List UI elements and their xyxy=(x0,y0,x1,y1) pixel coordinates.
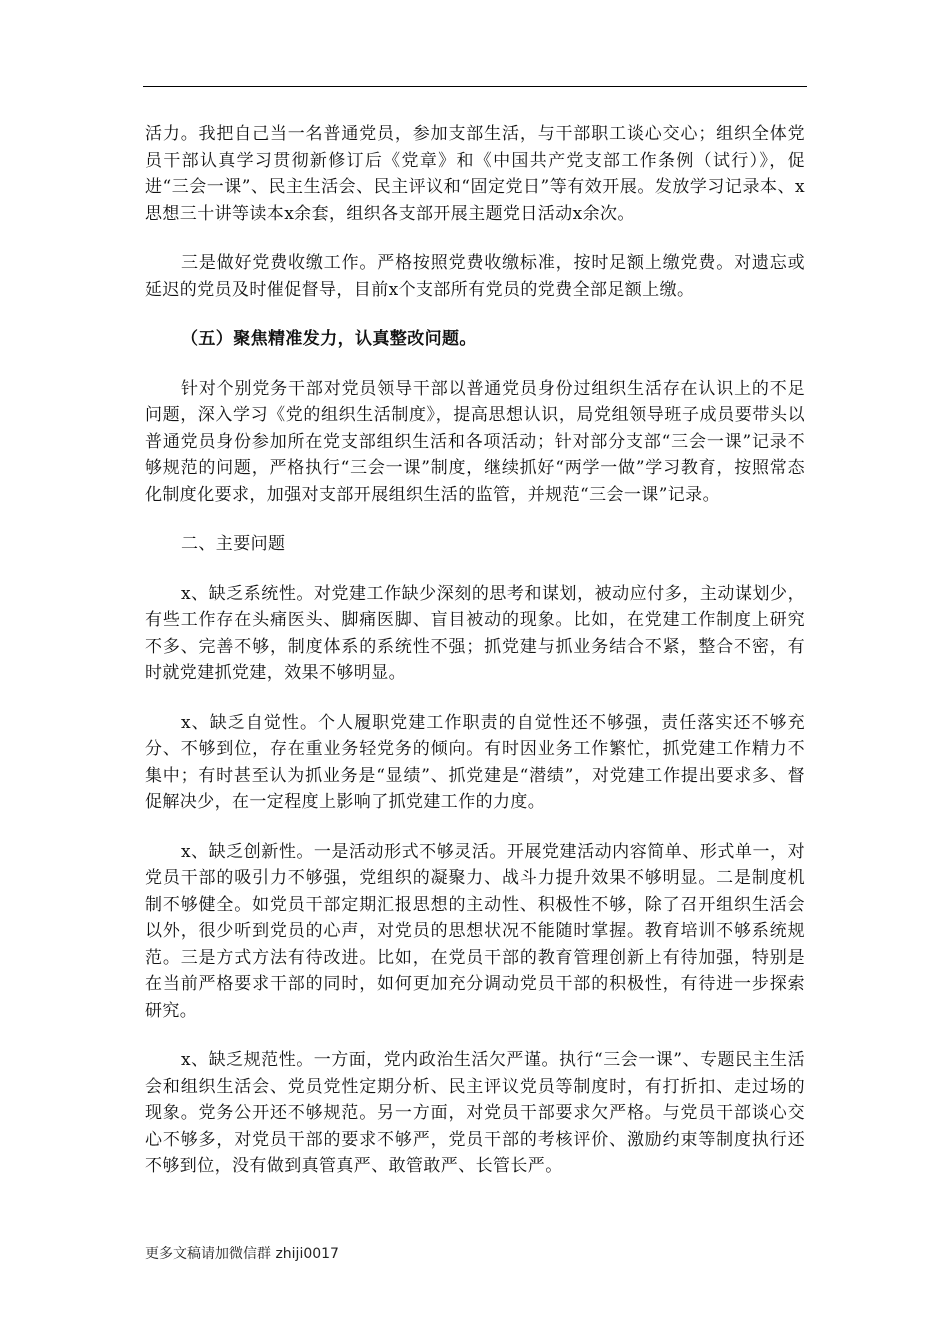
section-heading-main-problems: 二、主要问题 xyxy=(181,534,286,554)
paragraph-systematic: x、缺乏系统性。对党建工作缺少深刻的思考和谋划，被动应付多，主动谋划少，有些工作存在头痛医头、脚痛医脚、盲目被动的现象。比如，在党建工作制度上研究不多、完善不够，制度体系的系统性不强；抓党建与抓业务结合不紧，整合不密，有时就党建抓党建，效果不够明显。 xyxy=(145,583,805,683)
section-heading-five: （五）聚焦精准发力，认真整改问题。 xyxy=(181,329,477,349)
header-divider xyxy=(143,86,807,87)
paragraph-standardization: x、缺乏规范性。一方面，党内政治生活欠严谨。执行“三会一课”、专题民主生活会和组织生活会、党员党性定期分析、民主评议党员等制度时，有打折扣、走过场的现象。党务公开还不够规范。另一方面，对党员干部要求欠严格。与党员干部谈心交心不够多，对党员干部的要求不够严，党员干部的考核评价、激励约束等制度执行还不够到位，没有做到真管真严、敢管敢严、长管长严。 xyxy=(145,1050,805,1176)
footer-note: 更多文稿请加微信群 zhiji0017 xyxy=(145,1246,339,1262)
paragraph-rectification: 针对个别党务干部对党员领导干部以普通党员身份过组织生活存在认识上的不足问题，深入学习《党的组织生活制度》，提高思想认识，局党组领导班子成员要带头以普通党员身份参加所在党支部组织生活和各项活动；针对部分支部“三会一课”记录不够规范的问题，严格执行“三会一课”制度，继续抓好“两学一做”学习教育，按照常态化制度化要求，加强对支部开展组织生活的监管，并规范“三会一课”记录。 xyxy=(145,378,805,505)
paragraph-party-fees: 三是做好党费收缴工作。严格按照党费收缴标准，按时足额上缴党费。对遗忘或延迟的党员及时催促督导，目前x个支部所有党员的党费全部足额上缴。 xyxy=(145,253,805,300)
paragraph-continued: 活力。我把自己当一名普通党员，参加支部生活，与干部职工谈心交心；组织全体党员干部认真学习贯彻新修订后《党章》和《中国共产党支部工作条例（试行）》，促进“三会一课”、民主生活会、民主评议和“固定党日”等有效开展。发放学习记录本、x思想三十讲等读本x余套，组织各支部开展主题党日活动x余次。 xyxy=(145,124,805,224)
document-body xyxy=(145,121,805,1203)
paragraph-self-awareness: x、缺乏自觉性。个人履职党建工作职责的自觉性还不够强，责任落实还不够充分、不够到位，存在重业务轻党务的倾向。有时因业务工作繁忙，抓党建工作精力不集中；有时甚至认为抓业务是“显绩”、抓党建是“潜绩”，对党建工作提出要求多、督促解决少，在一定程度上影响了抓党建工作的力度。 xyxy=(145,712,805,812)
paragraph-innovation: x、缺乏创新性。一是活动形式不够灵活。开展党建活动内容简单、形式单一，对党员干部的吸引力不够强，党组织的凝聚力、战斗力提升效果不够明显。二是制度机制不够健全。如党员干部定期汇报思想的主动性、积极性不够，除了召开组织生活会以外，很少听到党员的心声，对党员的思想状况不能随时掌握。教育培训不够系统规范。三是方式方法有待改进。比如，在党员干部的教育管理创新上有待加强，特别是在当前严格要求干部的同时，如何更加充分调动党员干部的积极性，有待进一步探索研究。 xyxy=(145,841,805,1021)
